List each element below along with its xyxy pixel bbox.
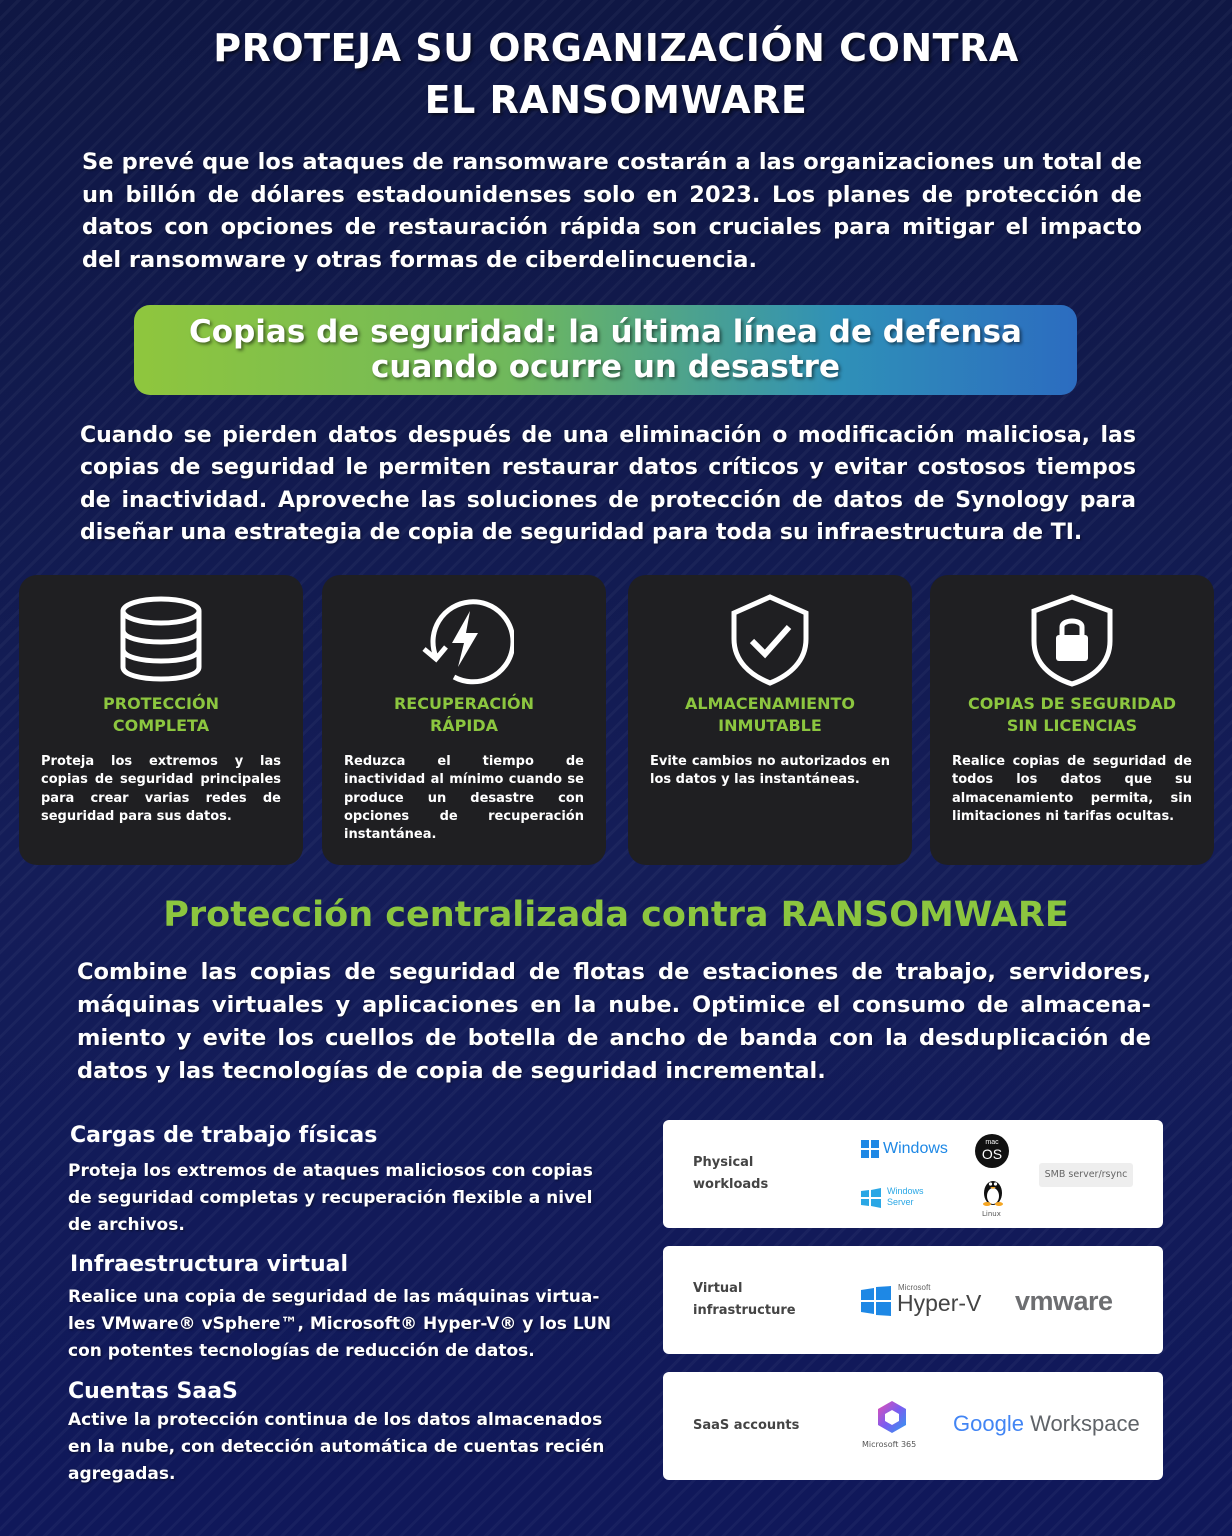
windows-server-logo-text [887,1186,924,1208]
title-line-1: PROTEJA SU ORGANIZACIÓN CONTRA [213,26,1019,70]
virtual-infrastructure-text: Realice una copia de seguridad de las máquinas virtuales VMware® vSphere™, Microsoft® Hyper-V® y los LUN con potentes tecnologías de reducción de datos. [68,1287,612,1361]
physical-workloads-text: Proteja los extremos de ataques maliciosos con copias de seguridad completas y recuperación flexible a nivel de archivos. [68,1161,593,1235]
database-icon [111,589,211,689]
banner-line-1: Copias de seguridad: la última línea de defensa [189,314,1022,350]
saas-accounts-logo-box [663,1372,1163,1480]
windows-server-line-1: Windows [887,1186,924,1196]
box-label [693,1152,768,1196]
page-title [0,22,1232,126]
google-workspace-logo [953,1411,1140,1437]
card-text: Reduzca el tiempo de inactividad al mínimo cuando se produce un desastre con opciones de recuperación instantánea. [344,754,584,843]
card-text: Proteja los extremos y las copias de seguridad principales para crear varias redes de seguridad para sus datos. [41,754,281,824]
backup-paragraph: Cuando se pierden datos después de una eliminación o modificación maliciosa, las copias de seguridad le permiten restaurar datos críticos y evitar costosos tiempos de inactividad. Aproveche las soluciones de protección de datos de Synology para diseñar una estrategia de copia de seguridad para toda su infraestructura de TI. [80,423,1136,545]
card-title-line-1: PROTECCIÓN [103,694,219,713]
section-paragraph: Combine las copias de seguridad de flotas de estaciones de trabajo, servidores, máquinas virtuales y aplicaciones en la nube. Optimice el consumo de almacenamiento y evite los cuellos de botella de ancho de banda con la desduplicación de datos y las tecnologías de copia de seguridad incremental. [77,959,1151,1084]
feature-card-immutable-storage [628,575,912,865]
card-title [29,693,293,737]
section-heading: Protección centralizada contra RANSOMWARE [163,895,1069,935]
workspace-text: Workspace [1030,1411,1140,1436]
windows-server-line-2: Server [887,1197,914,1207]
windows-server-logo-icon [861,1188,881,1208]
lightning-recovery-icon [414,589,514,689]
saas-accounts-heading: Cuentas SaaS [68,1379,238,1404]
card-text: Evite cambios no autorizados en los datos y las instantáneas. [650,754,890,788]
vmware-logo-text: vmware [1015,1286,1113,1316]
intro-paragraph: Se prevé que los ataques de ransomware costarán a las organizaciones un total de un billón de dólares estadounidenses solo en 2023. Los planes de protección de datos con opciones de restauración rápida son cruciales para mitigar el impacto del ransomware y otras formas de ciberdelincuencia. [82,149,1142,273]
card-title [638,693,902,737]
box-label: SaaS accounts [693,1418,800,1433]
saas-accounts-text: Active la protección continua de los datos almacenados en la nube, con detección automática de cuentas recién agregadas. [68,1410,605,1484]
title-line-2: EL RANSOMWARE [424,78,808,122]
card-title-line-1: ALMACENAMIENTO [684,694,856,713]
linux-logo-text: Linux [982,1210,1001,1218]
macos-large-text: OS [981,1146,1003,1162]
microsoft-365-logo-icon [875,1400,909,1434]
windows-logo-icon [861,1140,879,1158]
windows-logo-text: Windows [883,1140,948,1157]
feature-card-no-licenses [930,575,1214,865]
hyper-v-microsoft-text: Microsoft [898,1283,931,1292]
shield-check-icon [720,589,820,689]
feature-card-complete-protection [19,575,303,865]
card-title [940,693,1204,737]
card-title-line-2: INMUTABLE [718,716,822,735]
microsoft-365-logo-text: Microsoft 365 [862,1440,917,1449]
shield-lock-icon [1022,589,1122,689]
hyper-v-logo-text: Hyper-V [897,1290,982,1316]
card-title-line-1: COPIAS DE SEGURIDAD [967,694,1177,713]
box-label-line-2: workloads [693,1177,769,1192]
card-title-line-1: RECUPERACIÓN [393,694,535,713]
backup-banner [134,305,1077,395]
physical-workloads-heading: Cargas de trabajo físicas [70,1123,378,1148]
macos-logo-icon [975,1134,1009,1168]
card-title [332,693,596,737]
card-title-line-2: COMPLETA [112,716,210,735]
virtual-infrastructure-heading: Infraestructura virtual [70,1252,349,1277]
virtual-infrastructure-logo-box [663,1246,1163,1354]
smb-rsync-badge: SMB server/rsync [1039,1163,1133,1187]
box-label-line-1: Virtual [693,1281,743,1296]
physical-workloads-logo-box [663,1120,1163,1228]
feature-card-fast-recovery [322,575,606,865]
macos-small-text: mac [985,1139,999,1146]
card-text: Realice copias de seguridad de todos los datos que su almacenamiento permita, sin limitaciones ni tarifas ocultas. [952,754,1192,824]
card-title-line-2: SIN LICENCIAS [1006,716,1138,735]
banner-line-2: cuando ocurre un desastre [371,349,840,385]
box-label-line-2: infrastructure [693,1303,796,1318]
hyper-v-logo-icon [861,1286,891,1316]
box-label [693,1278,796,1322]
card-title-line-2: RÁPIDA [429,716,499,735]
linux-tux-icon [981,1176,1005,1206]
box-label-line-1: Physical [693,1155,754,1170]
google-text: Google [953,1411,1024,1436]
